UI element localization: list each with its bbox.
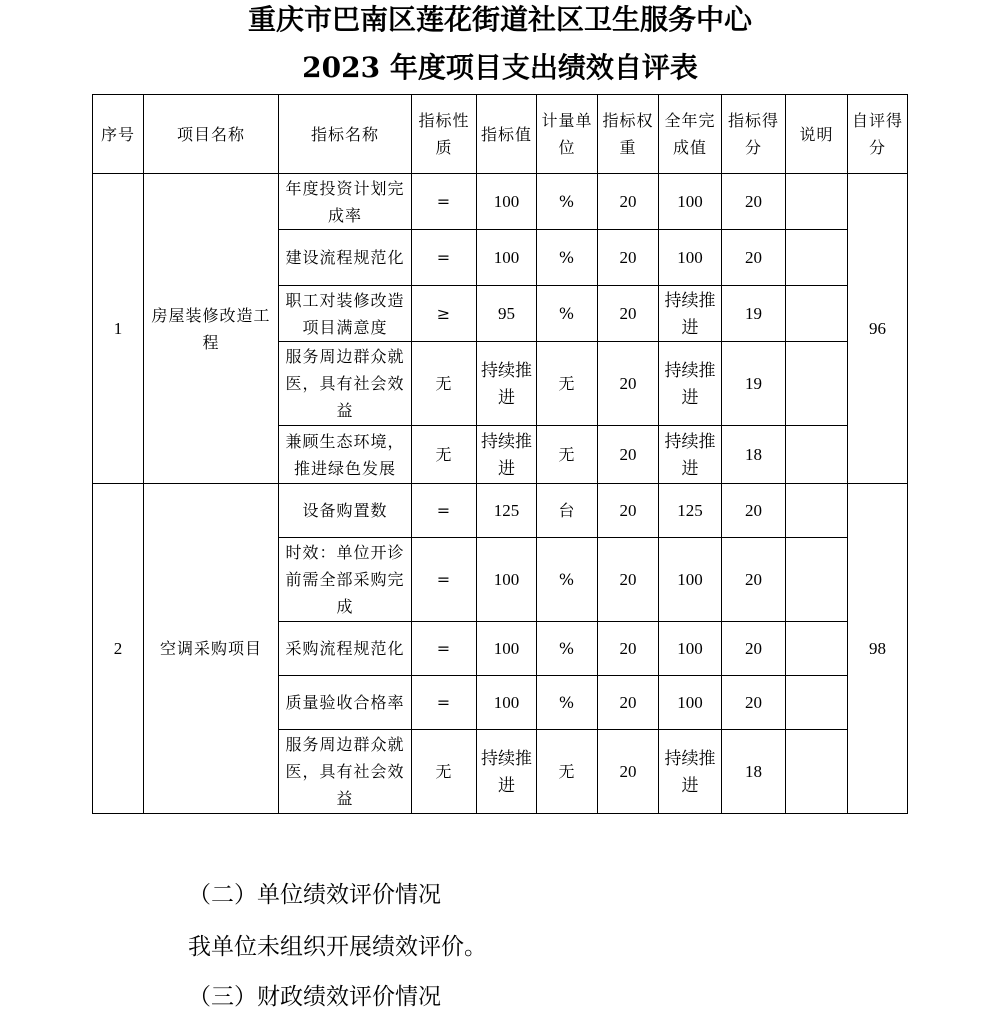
project-self-score: 98 xyxy=(848,484,908,814)
cell-unit: % xyxy=(537,230,598,286)
cell-weight: 20 xyxy=(598,730,659,814)
cell-weight: 20 xyxy=(598,342,659,426)
performance-table xyxy=(92,94,908,814)
finance-eval-heading: （三）财政绩效评价情况 xyxy=(188,984,441,1010)
cell-weight: 20 xyxy=(598,622,659,676)
cell-value: 100 xyxy=(477,230,537,286)
header-weight: 指标权重 xyxy=(598,95,659,174)
project-self-score: 96 xyxy=(848,174,908,484)
cell-indicator: 质量验收合格率 xyxy=(279,676,412,730)
cell-value: 125 xyxy=(477,484,537,538)
cell-completion: 100 xyxy=(659,538,722,622)
cell-indicator: 职工对装修改造项目满意度 xyxy=(279,286,412,342)
cell-nature: = xyxy=(412,538,477,622)
cell-weight: 20 xyxy=(598,286,659,342)
document-subtitle: 2023 年度项目支出绩效自评表 xyxy=(302,51,698,84)
cell-nature: ≥ xyxy=(412,286,477,342)
cell-value: 100 xyxy=(477,538,537,622)
cell-unit: 台 xyxy=(537,484,598,538)
header-indicator-name: 指标名称 xyxy=(279,95,412,174)
cell-score: 18 xyxy=(722,426,786,484)
table-header-row xyxy=(93,95,908,174)
cell-note xyxy=(786,174,848,230)
cell-indicator: 采购流程规范化 xyxy=(279,622,412,676)
table-row xyxy=(93,484,908,538)
cell-note xyxy=(786,730,848,814)
cell-nature: = xyxy=(412,676,477,730)
header-project-name: 项目名称 xyxy=(144,95,279,174)
cell-nature: 无 xyxy=(412,730,477,814)
cell-value: 持续推进 xyxy=(477,342,537,426)
cell-unit: % xyxy=(537,538,598,622)
cell-score: 18 xyxy=(722,730,786,814)
cell-note xyxy=(786,676,848,730)
cell-note xyxy=(786,342,848,426)
cell-unit: % xyxy=(537,622,598,676)
table-row xyxy=(93,174,908,230)
document-title: 重庆市巴南区莲花街道社区卫生服务中心 xyxy=(247,3,752,36)
cell-score: 20 xyxy=(722,622,786,676)
cell-indicator: 年度投资计划完成率 xyxy=(279,174,412,230)
cell-nature: = xyxy=(412,484,477,538)
cell-weight: 20 xyxy=(598,230,659,286)
cell-unit: 无 xyxy=(537,426,598,484)
cell-unit: % xyxy=(537,676,598,730)
cell-unit: 无 xyxy=(537,730,598,814)
cell-weight: 20 xyxy=(598,484,659,538)
cell-nature: = xyxy=(412,174,477,230)
cell-score: 19 xyxy=(722,342,786,426)
cell-indicator: 时效：单位开诊前需全部采购完成 xyxy=(279,538,412,622)
cell-nature: = xyxy=(412,622,477,676)
cell-completion: 持续推进 xyxy=(659,342,722,426)
cell-completion: 125 xyxy=(659,484,722,538)
cell-weight: 20 xyxy=(598,538,659,622)
cell-score: 20 xyxy=(722,174,786,230)
cell-value: 95 xyxy=(477,286,537,342)
cell-score: 20 xyxy=(722,230,786,286)
cell-value: 100 xyxy=(477,174,537,230)
header-index: 序号 xyxy=(93,95,144,174)
cell-note xyxy=(786,286,848,342)
header-value: 指标值 xyxy=(477,95,537,174)
header-nature: 指标性质 xyxy=(412,95,477,174)
cell-completion: 持续推进 xyxy=(659,286,722,342)
cell-completion: 100 xyxy=(659,676,722,730)
cell-value: 100 xyxy=(477,622,537,676)
cell-note xyxy=(786,484,848,538)
header-unit: 计量单位 xyxy=(537,95,598,174)
cell-completion: 100 xyxy=(659,622,722,676)
cell-weight: 20 xyxy=(598,426,659,484)
cell-weight: 20 xyxy=(598,174,659,230)
cell-score: 20 xyxy=(722,676,786,730)
cell-score: 20 xyxy=(722,484,786,538)
cell-score: 20 xyxy=(722,538,786,622)
cell-nature: = xyxy=(412,230,477,286)
cell-weight: 20 xyxy=(598,676,659,730)
project-name: 房屋装修改造工程 xyxy=(144,174,279,484)
cell-note xyxy=(786,622,848,676)
cell-note xyxy=(786,230,848,286)
cell-value: 持续推进 xyxy=(477,730,537,814)
cell-unit: % xyxy=(537,174,598,230)
cell-nature: 无 xyxy=(412,342,477,426)
cell-unit: 无 xyxy=(537,342,598,426)
cell-value: 持续推进 xyxy=(477,426,537,484)
cell-indicator: 兼顾生态环境，推进绿色发展 xyxy=(279,426,412,484)
project-name: 空调采购项目 xyxy=(144,484,279,814)
cell-value: 100 xyxy=(477,676,537,730)
cell-completion: 持续推进 xyxy=(659,426,722,484)
header-completion: 全年完成值 xyxy=(659,95,722,174)
cell-note xyxy=(786,538,848,622)
header-self-score: 自评得分 xyxy=(848,95,908,174)
cell-completion: 100 xyxy=(659,230,722,286)
unit-eval-text: 我单位未组织开展绩效评价。 xyxy=(188,934,487,960)
cell-score: 19 xyxy=(722,286,786,342)
cell-indicator: 建设流程规范化 xyxy=(279,230,412,286)
project-index: 2 xyxy=(93,484,144,814)
header-score: 指标得分 xyxy=(722,95,786,174)
cell-unit: % xyxy=(537,286,598,342)
cell-indicator: 服务周边群众就医，具有社会效益 xyxy=(279,730,412,814)
cell-completion: 100 xyxy=(659,174,722,230)
header-note: 说明 xyxy=(786,95,848,174)
cell-note xyxy=(786,426,848,484)
cell-indicator: 设备购置数 xyxy=(279,484,412,538)
unit-eval-heading: （二）单位绩效评价情况 xyxy=(188,882,441,908)
cell-nature: 无 xyxy=(412,426,477,484)
cell-completion: 持续推进 xyxy=(659,730,722,814)
table-body xyxy=(93,95,908,814)
cell-indicator: 服务周边群众就医，具有社会效益 xyxy=(279,342,412,426)
project-index: 1 xyxy=(93,174,144,484)
